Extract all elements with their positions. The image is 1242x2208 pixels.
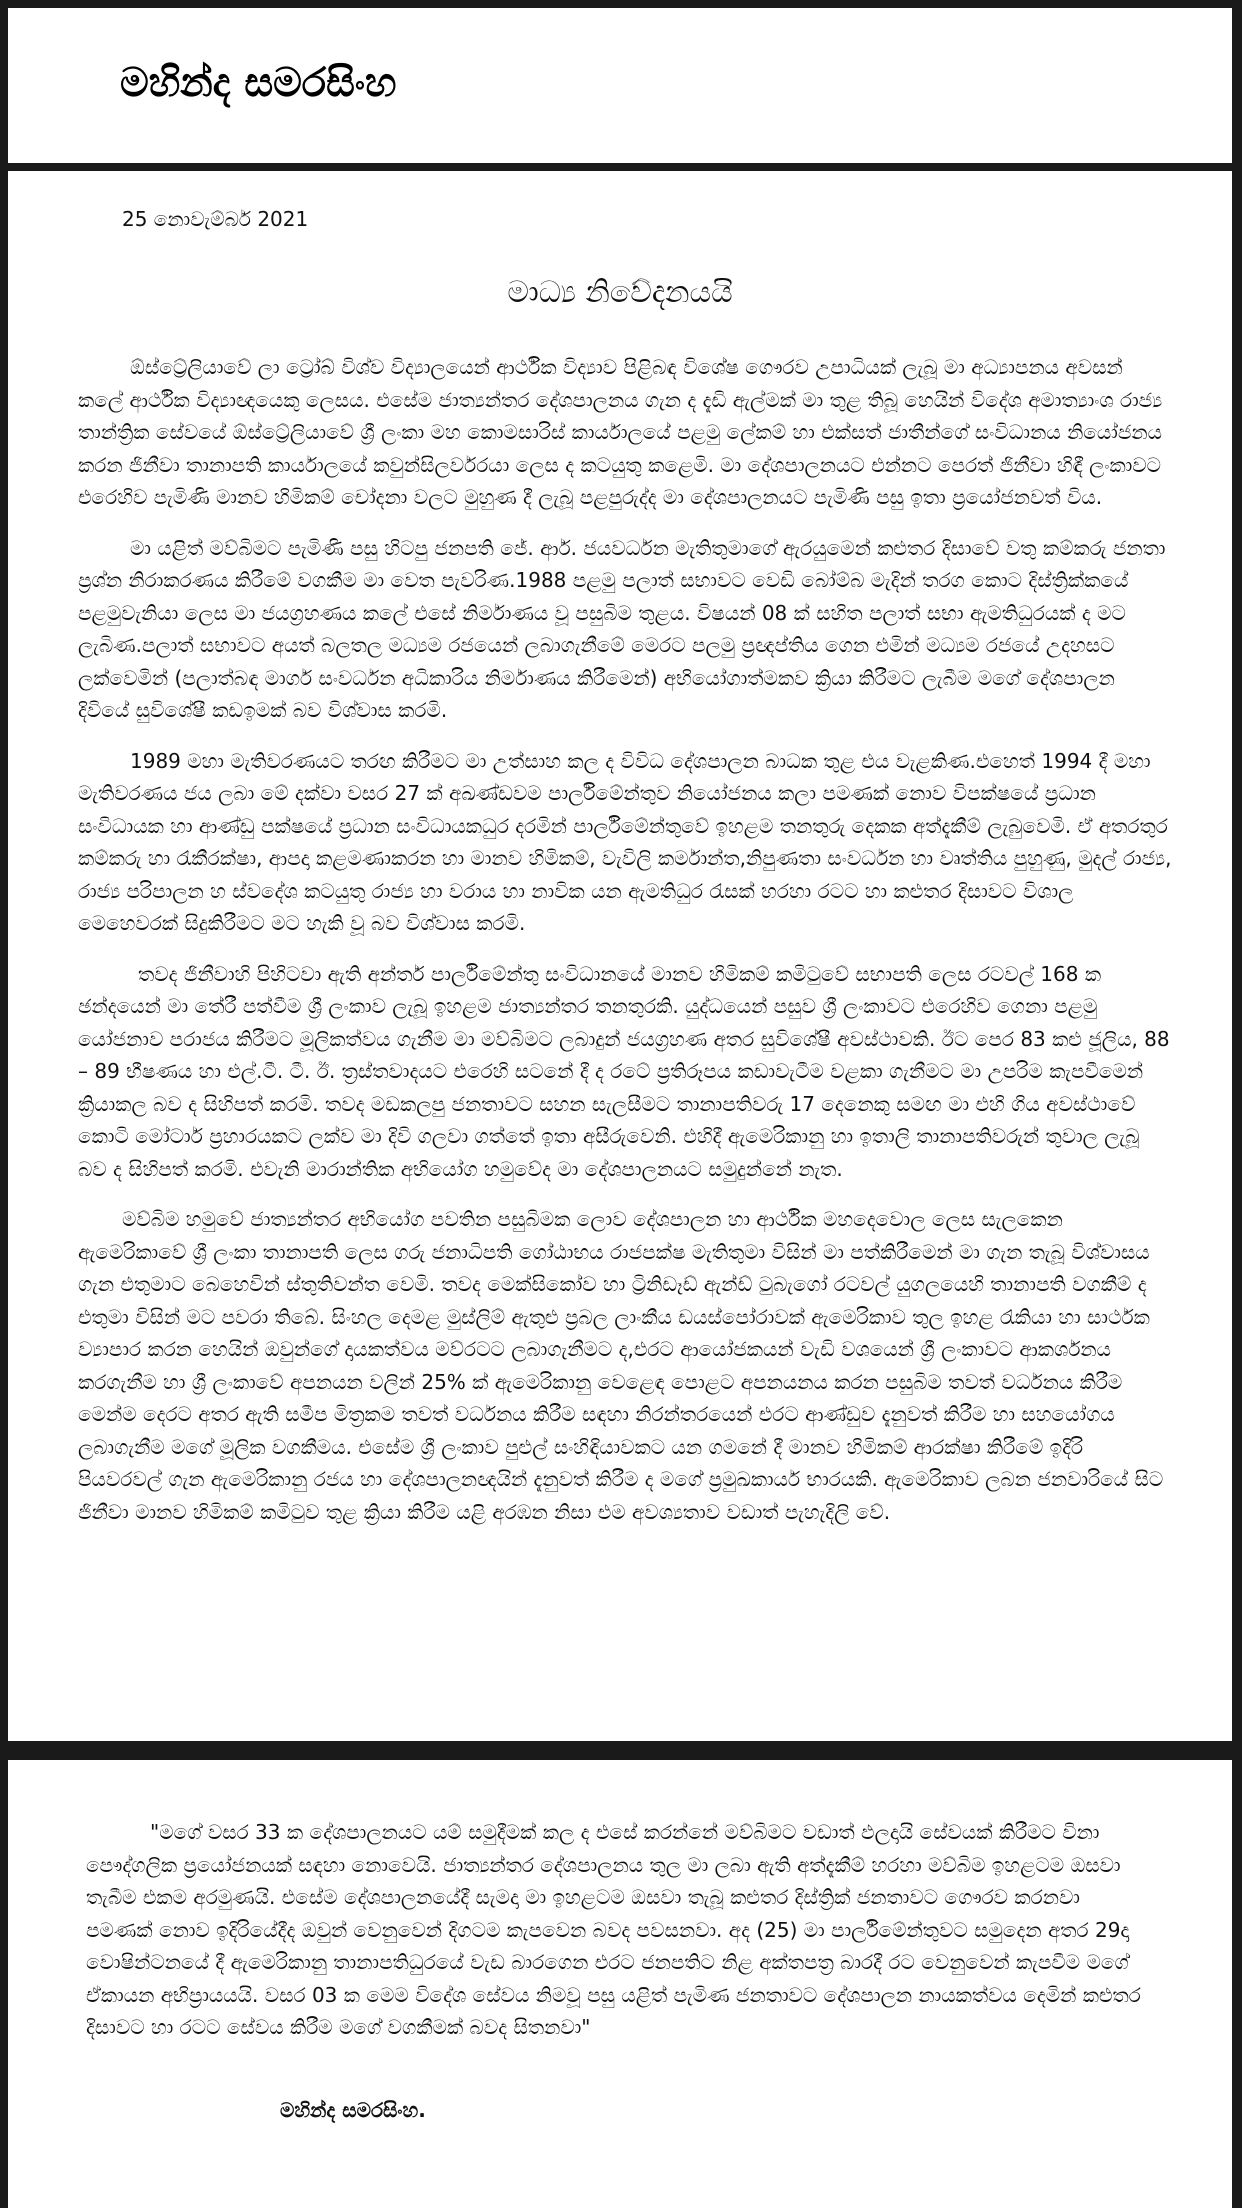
header-panel [8, 8, 1232, 163]
body-paragraph: 1989 මහා මැතිවරණයට තරඟ කිරීමට මා උත්සාහ කල ද විවිධ දේශපාලන බාධක තුළ එය වැළකිණ.එහෙත් 1994 දී මහා මැතිවරණය ජය ලබා මේ දක්වා වසර 27 ක් අඛණ්ඩවම පාර්ලිමේන්තුව නියෝජනය කලා පමණක් නොව විපක්ෂයේ ප්‍රධාන සංවිධායක හා ආණ්ඩු පක්ෂයේ ප්‍රධාන සංවිධායකධුර දරමින් පාර්ලිමේන්තුවේ ඉහළම තනතුරු දෙකක අත්දැකීම් ලැබුවෙමි. ඒ අතරතුර කම්කරු හා රැකීරක්ෂා, ආපදා කළමණාකරන හා මානව හිමිකම්, වැවිලි කර්මාන්ත,නිපුණතා සංවර්ධන හා වෘත්තිය පුහුණු, මුදල් රාජ්‍ය, රාජ්‍ය පරිපාලන හ ස්වදේශ කටයුතු රාජ්‍ය හා වරාය හා නාවික යන ඇමතිධුර රැසක් හරහා රටට හා කළුතර දිසාවට විශාල මෙහෙවරක් සිදුකිරීමට මට හැකි වූ බව විශ්වාස කරමි. [78, 748, 1172, 935]
quote-block [86, 1816, 1152, 2044]
statement-quote: "මගේ වසර 33 ක දේශපාලනයට යම් සමුදීමක් කල ද එසේ කරන්නේ මව්බිමට වඩාත් ඵලදායි සේවයක් කිරීමට විනා පෞද්ගලික ප්‍රයෝජනයක් සඳහා නොවෙයි. ජාත්‍යන්තර දේශපාලනය තුල මා ලබා ඇති අත්දැකීම් හරහා මව්බිම ඉහළටම ඔසවා තැබීම එකම අරමුණයි. එසේම දේශපාලනයේදී සැමදා මා ඉහළටම ඔසවා තැබූ කළුතර දිස්ත්‍රික් ජනතාවට ගෞරව කරනවා පමණක් නොව ඉදිරියේදීද ඔවුන් වෙනුවෙන් දිගටම කැපවෙන බවද පවසනවා. අද (25) මා පාර්ලිමේන්තුවට සමුදෙන අතර 29දා වොෂින්ටනයේ දී ඇමෙරිකානු තානාපතිධුරයේ වැඩ බාරගෙන එරට ජනපතිට නිළ අක්තපත්‍ර බාරදී රට වෙනුවෙන් කැපවීම මගේ ඒකායන අභිප්‍රායයයි. වසර 03 ක මෙම විදේශ සේවය නිමවූ පසු යළිත් පැමිණ ජනතාවට දේශපාලන නායකත්වය දෙමින් කළුතර දිසාවට හා රටට සේවය කිරීම මගේ වගකීමක් බවද සිතනවා" [86, 1820, 1141, 2039]
body-paragraph: මා යළිත් මව්බිමට පැමිණි පසු හිටපු ජනපති ජේ. ආර්. ජයවර්ධන මැතිතුමාගේ ඇරයුමෙන් කළුතර දිසාවේ වතු කම්කරු ජනතා ප්‍රශ්න නිරාකරණය කිරීමේ වගකීම මා වෙත පැවරිණ.1988 පළමු පලාත් සභාවට වෙඩි බෝම්බ මැදින් තරග කොට දිස්ත්‍රික්කයේ පළමුවැනියා ලෙස මා ජයග්‍රහණය කලේ එසේ නිර්මාණය වූ පසුබිම තුළය. විෂයන් 08 ක් සහිත පලාත් සභා ඇමතිධුරයක් ද මට ලැබිණ.පලාත් සභාවට අයත් බලතල මධ්‍යම රජයෙන් ලබාගැනීමේ මෙරට පලමු ප්‍රඥප්තිය ගෙන එමින් මධ්‍යම රජයේ උදහසට ලක්වෙමින් (පලාත්බඳ මාර්ග සංවර්ධන අධිකාරිය නිර්මාණය කිරීමෙන්) අභියෝගාත්මකව ක්‍රියා කිරීමට ලැබීම මගේ දේශපාලන දිවියේ සුවිශේෂී කඩඉමක් බව විශ්වාස කරමි. [78, 535, 1166, 722]
press-release-panel [8, 171, 1232, 1741]
release-body [78, 351, 1172, 1546]
body-paragraph: මව්බිම හමුවේ ජාත්‍යන්තර අභියෝග පවතින පසුබිමක ලොව දේශපාලන හා ආර්ථික මහදෙවොල ලෙස සැලකෙන ඇමෙරිකාවේ ශ්‍රී ලංකා තානාපති ලෙස ගරු ජනාධිපති ගෝඨාභය රාජපක්ෂ මැතිතුමා විසින් මා පත්කිරීමෙන් මා ගැන තැබූ විශ්වාසය ගැන එතුමාට බෙහෙවින් ස්තුතිවන්ත වෙමි. තවද මෙක්සිකෝව හා ට්‍රිනිඩෑඩ් ඇන්ඩ් ටුබැගෝ රටවල් යුගලයෙහි තානාපති වගකීම් ද එතුමා විසින් මට පවරා තිබේ. සිංහල දෙමළ මුස්ලිම් ඇතුළු ප්‍රබල ලාංකීය ඩයස්පෝරාවක් ඇමෙරිකාව තුල ඉහළ රැකියා හා සාර්ථක ව්‍යාපාර කරන හෙයින් ඔවුන්ගේ දායකත්වය මව්රටට ලබාගැනීමට ද,එරට ආයෝජකයන් වැඩි වශයෙන් ශ්‍රී ලංකාවට ආකර්ශනය කරගැනීම හා ශ්‍රී ලංකාවේ අපනයන වලින් 25% ක් ඇමෙරිකානු වෙළෙඳ පොළට අපනයනය කරන පසුබිම තවත් වර්ධනය කිරීම මෙන්ම දෙරට අතර ඇති සමීප මිත්‍රකම තවත් වර්ධනය කිරීම සඳහා නිරන්තරයෙන් එරට ආණ්ඩුව දැනුවත් කිරීම හා සහයෝගය ලබාගැනීම මගේ මූලික වගකීමය. එසේම ශ්‍රී ලංකාව පුළුල් සංහිඳියාවකට යන ගමනේ දී මානව හිමිකම් ආරක්ෂා කිරීමේ ඉදිරි පියවරවල් ගැන ඇමෙරිකානු රජය හා දේශපාලනඥයින් දැනුවත් කිරීම ද මගේ ප්‍රමුඛකාර්ය භාරයකි. ඇමෙරිකාව ලබන ජනවාරියේ සිට ජිනීවා මානව හිමිකම් කමිටුව තුළ ක්‍රියා කිරීම යළි අරඹන නිසා එම අවශ්‍යතාව වඩාත් පැහැදිලි වේ. [78, 1207, 1164, 1524]
release-date: 25 නොවැම්බර් 2021 [122, 207, 309, 231]
statement-panel [8, 1760, 1232, 2208]
signature: මහින්ද සමරසිංහ. [280, 2098, 426, 2122]
body-paragraph: තවද ජිනීවාහි පිහිටවා ඇති අන්තර් පාර්ලිමේන්තු සංවිධානයේ මානව හිමිකම් කමිටුවේ සභාපති ලෙස රටවල් 168 ක ඡන්දයෙන් මා තේරී පත්වීම ශ්‍රී ලංකාව ලැබූ ඉහළම ජාත්‍යන්තර තනතුරකි. යුද්ධයෙන් පසුව ශ්‍රී ලංකාවට එරෙහිව ගෙනා පළමු යෝජනාව පරාජය කිරීමට මූලිකත්වය ගැනීම මා මව්බිමට ලබාදුන් ජයග්‍රහණ අතර සුවිශේෂී අවස්ථාවකි. ඊට පෙර 83 කළු ජූලිය, 88 – 89 භීෂණය හා එල්.ටී. ටී. ඊ. ත්‍රස්තවාදයට එරෙහි සටනේ දී ද රටේ ප්‍රතිරූපය කඩාවැටීම වළකා ගැනීමට මා උපරිම කැපවීමෙන් ක්‍රියාකල බව ද සිහිපත් කරමි. තවද මඩකලපු ජනතාවට සහන සැලසීමට තානාපතිවරු 17 දෙනෙකු සමඟ මා එහි ගිය අවස්ථාවේ කොටි මෝටාර් ප්‍රහාරයකට ලක්ව මා දිවි ගලවා ගත්තේ ඉතා අසීරුවෙනි. එහිදී ඇමෙරිකානු හා ඉතාලි තානාපතිවරුන් තුවාල ලැබූ බව ද සිහිපත් කරමි. එවැනි මාරාන්තික අභියෝග හමුවේද මා දේශපාලනයට සමුදුන්නේ නැත. [78, 961, 1170, 1181]
release-title: මාධ්‍ය නිවේදනයයි [507, 275, 733, 310]
author-name: මහින්ද සමරසිංහ [120, 60, 397, 106]
body-paragraph: ඕස්ට්‍රේලියාවේ ලා ට්‍රෝබ් විශ්ව විද්‍යාලයෙන් ආර්ථික විද්‍යාව පිළිබඳ විශේෂ ගෞරව උපාධියක් ලැබූ මා අධ්‍යාපනය අවසන් කලේ ආර්ථික විද්‍යාඥයෙකු ලෙසය. එසේම ජාත්‍යන්තර දේශපාලනය ගැන ද දැඩි ඇල්මක් මා තුළ තිබූ හෙයින් විදේශ අමාත්‍යාංශ රාජ්‍ය තාන්ත්‍රික සේවයේ ඕස්ට්‍රේලියාවේ ශ්‍රී ලංකා මහ කොමසාරිස් කාර්යාලයේ පළමු ලේකම් හා එක්සත් ජාතීන්ගේ සංවිධානය නියෝජනය කරන ජිනීවා තානාපති කාර්යාලයේ කවුන්සිලර්වරයා ලෙස ද කටයුතු කළෙමි. මා දේශපාලනයට එන්නට පෙරත් ජිනීවා හිඳී ලංකාවට එරෙහිව පැමිණි මානව හිමිකම් චෝදනා වලට මුහුණ දී ලැබූ පළපුරුද්ද මා දේශපාලනයට පැමිණි පසු ඉතා ප්‍රයෝජනවත් විය. [78, 355, 1163, 509]
